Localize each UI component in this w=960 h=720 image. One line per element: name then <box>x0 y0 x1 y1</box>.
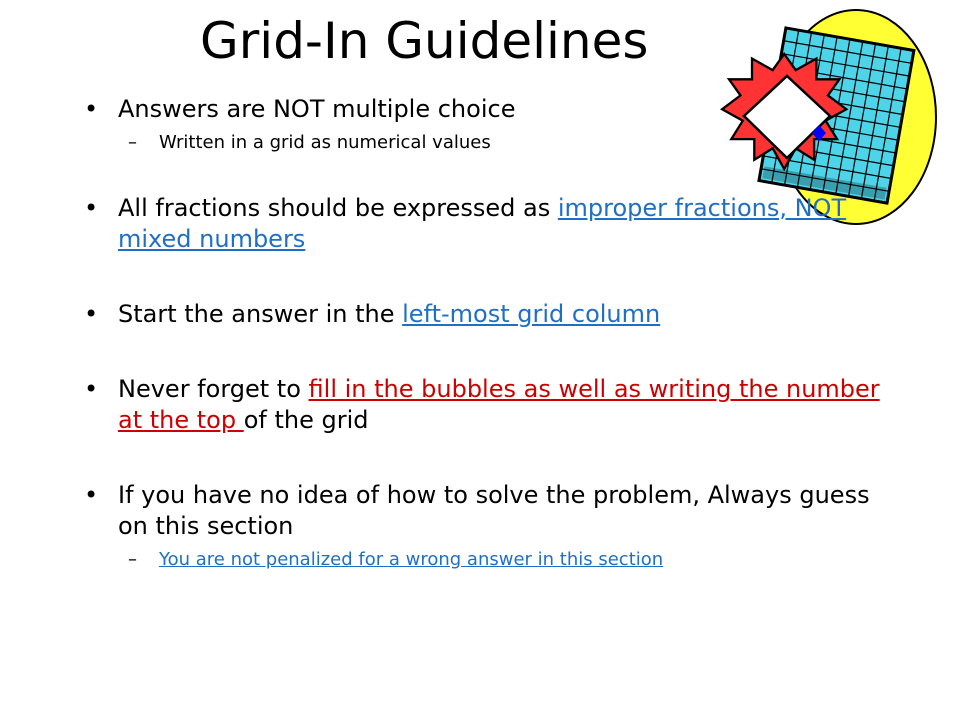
bullet-3-link[interactable]: left-most grid column <box>402 300 661 328</box>
bullet-marker: • <box>84 481 99 509</box>
dash-marker: – <box>128 549 137 570</box>
bullet-marker: • <box>84 300 99 328</box>
bullet-5 <box>84 480 884 542</box>
bullet-1-sub <box>84 131 884 155</box>
dash-marker: – <box>128 132 137 153</box>
bullet-5-sub <box>84 548 884 572</box>
bullet-1-sub-text: Written in a grid as numerical values <box>159 132 491 153</box>
bullet-3 <box>84 299 884 330</box>
bullet-3-text: Start the answer in the <box>118 300 403 328</box>
bullet-5-sub-link[interactable]: You are not penalized for a wrong answer in this section <box>159 549 664 570</box>
bullet-1 <box>84 94 884 125</box>
bullet-marker: • <box>84 375 99 403</box>
bullet-marker: • <box>84 194 99 222</box>
bullet-list <box>84 94 884 572</box>
bullet-2-link[interactable]: improper fractions, NOT mixed numbers <box>118 194 847 253</box>
bullet-4-text: Never forget to <box>118 375 309 403</box>
bullet-2 <box>84 193 884 255</box>
bullet-1-text: Answers are NOT multiple choice <box>118 95 516 123</box>
slide-title: Grid-In Guidelines <box>200 12 649 70</box>
bullet-4-text-after: of the grid <box>243 406 369 434</box>
bullet-5-text: If you have no idea of how to solve the problem, Always guess on this section <box>118 481 870 540</box>
bullet-2-text: All fractions should be expressed as <box>118 194 558 222</box>
bullet-4-emphasis: fill in the bubbles as well as writing the number at the top <box>118 375 880 434</box>
bullet-4 <box>84 374 884 436</box>
bullet-marker: • <box>84 95 99 123</box>
